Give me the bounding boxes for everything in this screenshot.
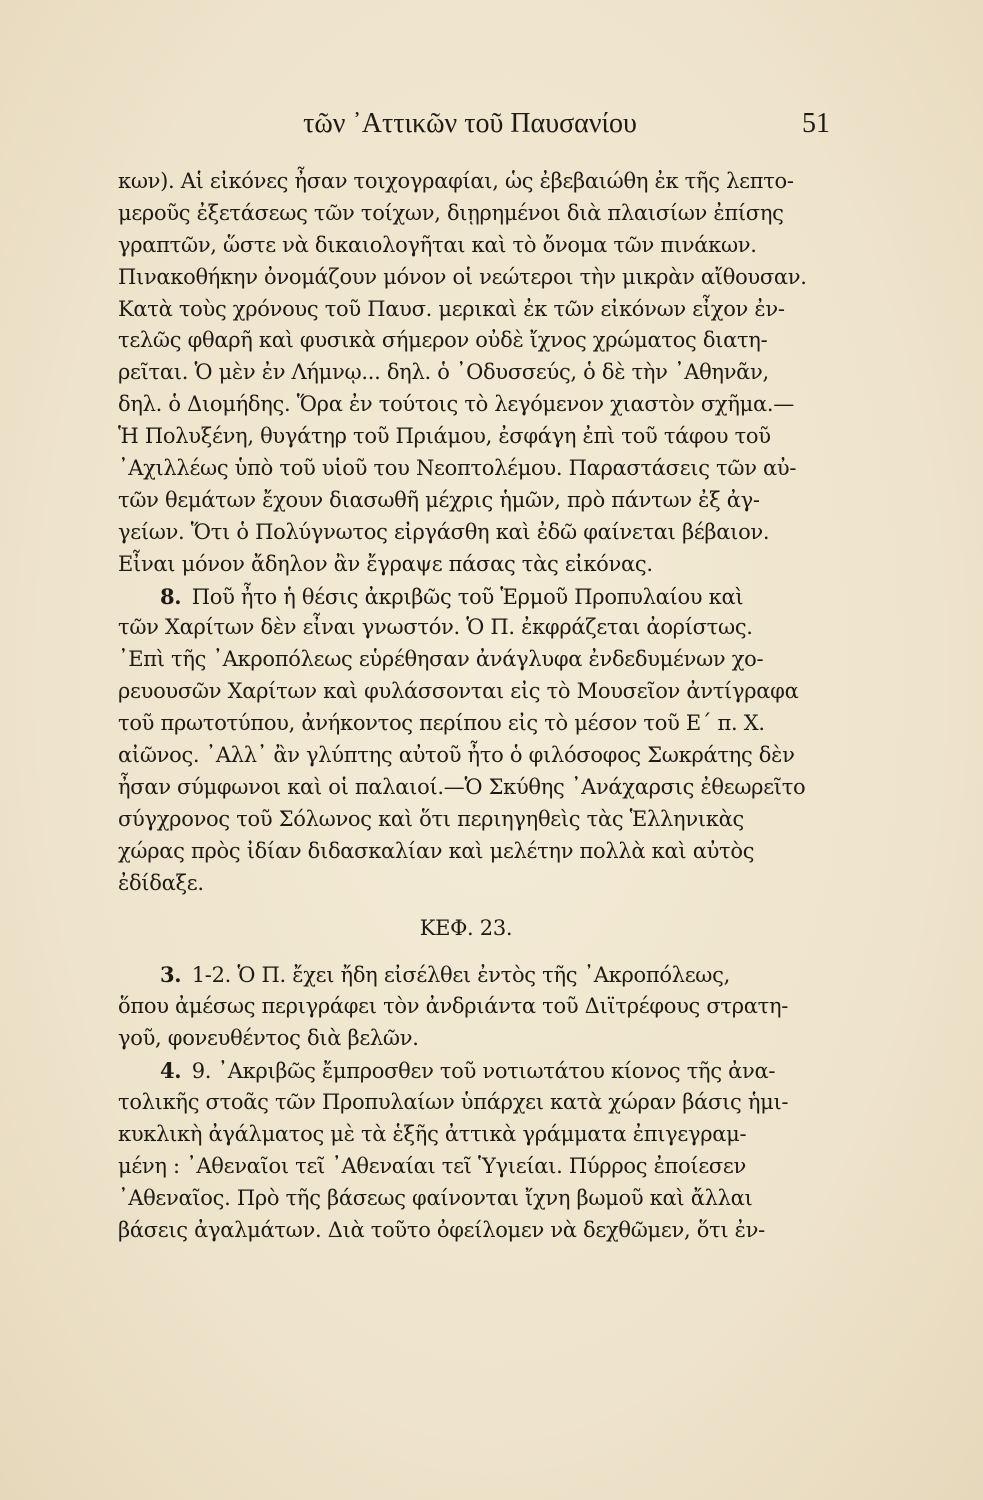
paragraph-4-first-line xyxy=(118,1055,814,1087)
text-line: ρευουσῶν Χαρίτων καὶ φυλάσσονται εἰς τὸ Μουσεῖον ἀντίγραφα xyxy=(118,679,799,704)
text-line: ὅπου ἀμέσως περιγράφει τὸν ἀνδριάντα τοῦ Διϊτρέφους στρατη- xyxy=(118,994,789,1019)
text-line: τοῦ πρωτοτύπου, ἀνήκοντος περίπου εἰς τὸ μέσον τοῦ Ε΄ π. Χ. xyxy=(118,711,765,736)
chapter-heading: ΚΕΦ. 23. xyxy=(419,916,513,941)
text-line: Εἶναι μόνον ἄδηλον ἂν ἔγραψε πάσας τὰς εἰκόνας. xyxy=(118,551,653,576)
text-line: σύγχρονος τοῦ Σόλωνος καὶ ὅτι περιηγηθεὶς τὰς Ἑλληνικὰς xyxy=(118,806,744,831)
text-line: τελῶς φθαρῆ καὶ φυσικὰ σήμερον οὐδὲ ἴχνος χρώματος διατη- xyxy=(118,328,768,353)
paragraph-3-first-line xyxy=(118,959,814,991)
text-line: μεροῦς ἐξετάσεως τῶν τοίχων, διῃρημένοι διὰ πλαισίων ἐπίσης xyxy=(118,200,784,225)
text-line: κυκλικὴ ἀγάλματος μὲ τὰ ἑξῆς ἀττικὰ γράμματα ἐπιγεγραμ- xyxy=(118,1121,747,1146)
page-number: 51 xyxy=(802,108,830,139)
text-line: Ἡ Πολυξένη, θυγάτηρ τοῦ Πριάμου, ἐσφάγη ἐπὶ τοῦ τάφου τοῦ xyxy=(118,424,771,449)
text-line: ἐδίδαξε. xyxy=(118,870,204,895)
running-head-title: τῶν ᾿Αττικῶν τοῦ Παυσανίου xyxy=(303,108,637,139)
text-line: γοῦ, φονευθέντος διὰ βελῶν. xyxy=(118,1026,419,1051)
text-line: 9. ᾿Ακριβῶς ἔμπροσθεν τοῦ νοτιωτάτου κίονος τῆς ἀνα- xyxy=(191,1059,776,1084)
text-line: χώρας πρὸς ἰδίαν διδασκαλίαν καὶ μελέτην πολλὰ καὶ αὐτὸς xyxy=(118,838,755,863)
text-line: βάσεις ἀγαλμάτων. Διὰ τοῦτο ὀφείλομεν νὰ δεχθῶμεν, ὅτι ἐν- xyxy=(118,1217,765,1242)
text-line: Ποῦ ἦτο ἡ θέσις ἀκριβῶς τοῦ Ἑρμοῦ Προπυλαίου καὶ xyxy=(191,584,744,609)
text-line: γείων. Ὅτι ὁ Πολύγνωτος εἰργάσθη καὶ ἐδῶ φαίνεται βέβαιον. xyxy=(118,519,770,544)
text-line: μένη : ᾿Αθεναῖοι τεῖ ᾿Αθεναίαι τεῖ Ὑγιείαι. Πύρρος ἐποίεσεν xyxy=(118,1153,746,1178)
text-line: ᾿Αθεναῖος. Πρὸ τῆς βάσεως φαίνονται ἴχνη βωμοῦ καὶ ἄλλαι xyxy=(118,1185,753,1210)
text-line: τῶν Χαρίτων δὲν εἶναι γνωστόν. Ὁ Π. ἐκφράζεται ἀορίστως. xyxy=(118,615,753,640)
running-head xyxy=(0,108,983,148)
body-text xyxy=(118,166,814,1246)
text-line: δηλ. ὁ Διομήδης. Ὅρα ἐν τούτοις τὸ λεγόμενον χιαστὸν σχῆμα.— xyxy=(118,392,794,417)
paragraph-marker: 8. xyxy=(160,583,182,609)
text-line: ᾿Αχιλλέως ὑπὸ τοῦ υἱοῦ του Νεοπτολέμου. Παραστάσεις τῶν αὐ- xyxy=(118,456,797,481)
text-line: τολικῆς στοᾶς τῶν Προπυλαίων ὑπάρχει κατὰ χώραν βάσις ἡμι- xyxy=(118,1089,789,1114)
text-line: Κατὰ τοὺς χρόνους τοῦ Παυσ. μερικαὶ ἐκ τῶν εἰκόνων εἶχον ἐν- xyxy=(118,296,785,321)
paragraph-2-first-line xyxy=(118,581,814,613)
text-line: κων). Αἱ εἰκόνες ἦσαν τοιχογραφίαι, ὡς ἐβεβαιώθη ἐκ τῆς λεπτο- xyxy=(118,169,794,193)
paragraph-marker: 3. xyxy=(160,962,182,988)
text-line: γραπτῶν, ὥστε νὰ δικαιολογῆται καὶ τὸ ὄνομα τῶν πινάκων. xyxy=(118,232,757,257)
text-line: τῶν θεμάτων ἔχουν διασωθῆ μέχρις ἡμῶν, πρὸ πάντων ἐξ ἀγ- xyxy=(118,487,760,512)
text-line: ρεῖται. Ὁ μὲν ἐν Λήμνῳ... δηλ. ὁ ᾿Οδυσσεύς, ὁ δὲ τὴν ᾿Αθηνᾶν, xyxy=(118,360,769,385)
text-line: Πινακοθήκην ὀνομάζουν μόνον οἱ νεώτεροι τὴν μικρὰν αἴθουσαν. xyxy=(118,264,807,289)
text-line: ἦσαν σύμφωνοι καὶ οἱ παλαιοί.—Ὁ Σκύθης ᾿Ανάχαρσις ἐθεωρεῖτο xyxy=(118,774,806,799)
text-line: ᾿Επὶ τῆς ᾿Ακροπόλεως εὑρέθησαν ἀνάγλυφα ἐνδεδυμένων χο- xyxy=(118,647,764,672)
text-line: 1-2. Ὁ Π. ἔχει ἤδη εἰσέλθει ἐντὸς τῆς ᾿Ακροπόλεως, xyxy=(191,963,730,988)
paragraph-marker: 4. xyxy=(160,1058,182,1084)
text-line: αἰῶνος. ᾿Αλλ᾿ ἂν γλύπτης αὐτοῦ ἦτο ὁ φιλόσοφος Σωκράτης δὲν xyxy=(118,743,795,768)
